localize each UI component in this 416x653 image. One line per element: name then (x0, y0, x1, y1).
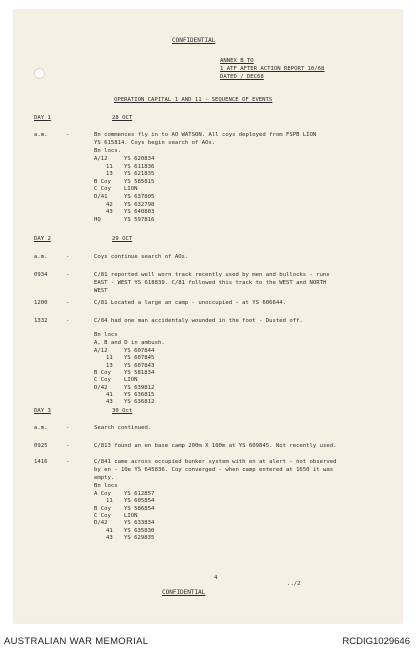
location-unit: 42 (106, 201, 113, 208)
day2-e2-time: 0934 (34, 272, 48, 278)
location-unit: 43 (106, 399, 113, 406)
location-grid: YS 612857 (124, 491, 155, 497)
day2-e2-text-3: WEST (94, 288, 108, 294)
location-grid: YS 597816 (124, 216, 155, 223)
day2-e1-text: Coys continue search of AOs. (94, 254, 189, 260)
day2-e3-text: C/81 Located a large an camp - unoccupied - at YS 606644. (94, 300, 286, 306)
location-unit: D/41 (94, 194, 108, 200)
annex-line-3: DATED / DEC68 (220, 74, 264, 80)
location-grid: YS 637805 (124, 194, 155, 200)
classification-bottom: CONFIDENTIAL (162, 589, 206, 596)
day1-entry-text-2: YS 615814. Coys begin search of AOs. (94, 140, 216, 146)
continuation-mark: ../2 (287, 581, 301, 587)
day2-e4-text: C/84 had one man accidentaly wounded in the foot - Dusted off. (94, 318, 303, 324)
day3-locs-title: Bn locs (94, 483, 118, 489)
location-unit: A/12 (94, 348, 108, 354)
location-unit: 11 (106, 498, 113, 505)
day2-e1-time: a.m. (34, 254, 48, 260)
day2-e2-text-1: C/81 reported well worn track recently used by men and bullocks - runs (94, 272, 330, 278)
location-grid: YS 636815 (124, 391, 155, 398)
day2-date: 29 OCT (112, 236, 133, 242)
location-grid: YS 629835 (124, 534, 155, 541)
location-grid: YS 607843 (124, 362, 155, 369)
location-unit: A/12 (94, 156, 108, 162)
day2-e4-dash: - (66, 318, 70, 324)
location-grid: YS 640803 (124, 209, 155, 216)
location-grid: YS 636812 (124, 399, 155, 406)
location-unit: B Coy (94, 178, 111, 185)
location-unit: C Coy (94, 377, 111, 384)
location-unit: 43 (106, 534, 113, 541)
location-unit: 13 (106, 171, 113, 178)
classification-top: CONFIDENTIAL (172, 37, 216, 44)
location-unit: C Coy (94, 186, 111, 193)
day1-date: 28 OCT (112, 115, 133, 121)
day1-locs-title: Bn locs. (94, 148, 121, 154)
location-unit: D/42 (94, 520, 108, 527)
location-unit: C Coy (94, 512, 111, 519)
location-grid: LION (124, 512, 138, 519)
location-unit: A Coy (94, 491, 111, 497)
location-grid: LION (124, 377, 138, 384)
location-unit: HQ (94, 216, 101, 223)
location-grid: YS 620834 (124, 156, 155, 162)
document-title: OPERATION CAPITAL 1 AND 11 - SEQUENCE OF EVENTS (114, 97, 273, 103)
location-grid: YS 585815 (124, 178, 155, 185)
location-grid: YS 581834 (124, 369, 155, 376)
day2-e4-time: 1332 (34, 318, 48, 324)
day3-e1-dash: - (66, 425, 70, 431)
day3-e3-text-3: empty. (94, 475, 115, 481)
day3-date: 30 Oct (112, 408, 133, 414)
day2-e2-dash: - (66, 272, 70, 278)
location-grid: YS 633834 (124, 520, 155, 527)
day3-e3-time: 1416 (34, 459, 48, 465)
document-page (14, 10, 402, 623)
location-unit: 11 (106, 355, 113, 362)
archive-id: RCDIG1029646 (342, 636, 410, 647)
day2-e3-dash: - (66, 300, 70, 306)
archive-name: AUSTRALIAN WAR MEMORIAL (4, 636, 149, 647)
day3-e1-text: Search continued. (94, 425, 152, 431)
day2-e3-time: 1200 (34, 300, 48, 306)
day2-locs-note: A, B and D in ambush. (94, 340, 165, 346)
day2-e2-text-2: EAST - WEST YS 618839. C/81 followed this track to the WEST and NORTH (94, 280, 327, 286)
location-unit: 11 (106, 163, 113, 170)
location-unit: 43 (106, 209, 113, 216)
location-grid: LION (124, 186, 138, 193)
location-grid: YS 632798 (124, 201, 155, 208)
location-grid: YS 611836 (124, 163, 155, 170)
page-number: 4 (214, 575, 218, 581)
day3-e1-time: a.m. (34, 425, 48, 431)
day1-label: DAY 1 (34, 115, 51, 121)
location-grid: YS 635830 (124, 527, 155, 534)
location-grid: YS 607845 (124, 355, 155, 362)
archive-footer (0, 624, 416, 653)
location-grid: YS 607844 (124, 348, 155, 354)
annex-line-2: 1 ATF AFTER ACTION REPORT 10/68 (220, 66, 325, 72)
day2-label: DAY 2 (34, 236, 51, 242)
location-grid: YS 586854 (124, 505, 155, 512)
day1-entry-time: a.m. (34, 132, 48, 138)
day3-e3-text-2: by en - 10e YS 645836. Coy converged - when camp entered at 1650 it was (94, 467, 334, 473)
location-unit: B Coy (94, 505, 111, 512)
day2-locs-title: Bn locs (94, 332, 118, 338)
day1-entry-text-1: Bn commences fly in to AO WATSON. All coys deployed from FSPB LION (94, 132, 317, 138)
location-grid: YS 639812 (124, 384, 155, 391)
location-unit: B Coy (94, 369, 111, 376)
location-unit: 41 (106, 391, 113, 398)
location-unit: 13 (106, 362, 113, 369)
location-grid: YS 621835 (124, 171, 155, 178)
day3-e2-time: 0925 (34, 443, 48, 449)
day3-label: DAY 3 (34, 408, 51, 414)
annex-line-1: ANNEX B TO (220, 58, 254, 64)
day3-e3-text-1: C/841 came across occupied bunker system with en at alert - not observed (94, 459, 337, 465)
day1-entry-dash: - (66, 132, 70, 138)
location-grid: YS 605854 (124, 498, 155, 505)
punch-hole (34, 68, 45, 79)
day3-e3-dash: - (66, 459, 70, 465)
location-unit: 41 (106, 527, 113, 534)
day3-e2-text: C/813 found an en base camp 200m X 100m at YS 609845. Not recently used. (94, 443, 337, 449)
day3-e2-dash: - (66, 443, 70, 449)
location-unit: D/42 (94, 384, 108, 391)
day2-e1-dash: - (66, 254, 70, 260)
